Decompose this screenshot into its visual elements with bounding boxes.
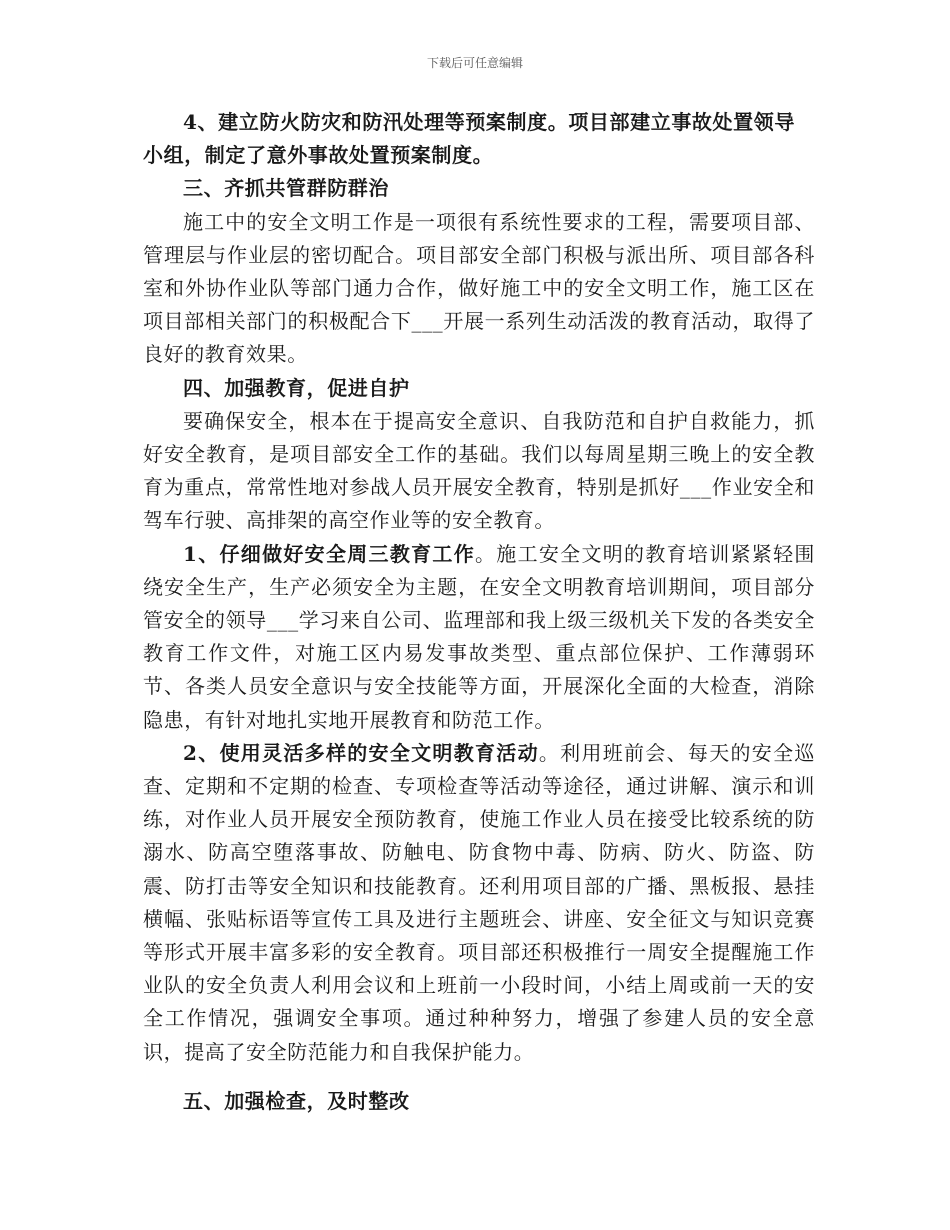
paragraph-emergency-plan: 4、建立防火防灾和防汛处理等预案制度。项目部建立事故处置领导小组，制定了意外事故处置预案制度。 xyxy=(143,110,795,168)
paragraph-item-2 xyxy=(143,737,815,1069)
paragraph-education: 要确保安全，根本在于提高安全意识、自我防范和自护自救能力，抓好安全教育，是项目部安全工作的基础。我们以每周星期三晚上的安全教育为重点，常常性地对参战人员开展安全教育，特别是抓好___作业安全和驾车行驶、高排架的高空作业等的安全教育。 xyxy=(143,408,815,533)
paragraph-cooperation: 施工中的安全文明工作是一项很有系统性要求的工程，需要项目部、管理层与作业层的密切配合。项目部安全部门积极与派出所、项目部各科室和外协作业队等部门通力合作，做好施工中的安全文明工作，施工区在项目部相关部门的积极配合下___开展一系列生动活泼的教育活动，取得了良好的教育效果。 xyxy=(143,209,815,367)
section-heading-4: 四、加强教育，促进自护 xyxy=(183,375,410,400)
item-2-body: 。利用班前会、每天的安全巡查、定期和不定期的检查、专项检查等活动等途径，通过讲解、演示和训练，对作业人员开展安全预防教育，使施工作业人员在接受比较系统的防溺水、防高空堕落事故、防触电、防食物中毒、防病、防火、防盗、防震、防打击等安全知识和技能教育。还利用项目部的广播、黑板报、悬挂横幅、张贴标语等宣传工具及进行主题班会、讲座、安全征文与知识竞赛等形式开展丰富多彩的安全教育。项目部还积极推行一周安全提醒施工作业队的安全负责人利用会议和上班前一小段时间，小结上周或前一天的安全工作情况，强调安全事项。通过种种努力，增强了参建人员的安全意识，提高了安全防范能力和自我保护能力。 xyxy=(143,740,815,1064)
section-heading-3: 三、齐抓共管群防群治 xyxy=(183,176,389,201)
item-1-body: 。施工安全文明的教育培训紧紧轻围绕安全生产，生产必须安全为主题，在安全文明教育培训期间，项目部分管安全的领导___学习来自公司、监理部和我上级三级机关下发的各类安全教育工作文件，对施工区内易发事故类型、重点部位保护、工作薄弱环节、各类人员安全意识与安全技能等方面，开展深化全面的大检查，消除隐患，有针对地扎实地开展教育和防范工作。 xyxy=(143,541,815,732)
document-body xyxy=(143,106,815,1118)
page-header: 下载后可任意编辑 xyxy=(426,56,523,70)
section-heading-5: 五、加强检查，及时整改 xyxy=(183,1088,410,1113)
paragraph-item-1 xyxy=(143,538,815,737)
item-1-lead: 1、仔细做好安全周三教育工作 xyxy=(183,541,476,566)
item-2-lead: 2、使用灵活多样的安全文明教育活动 xyxy=(183,740,539,765)
